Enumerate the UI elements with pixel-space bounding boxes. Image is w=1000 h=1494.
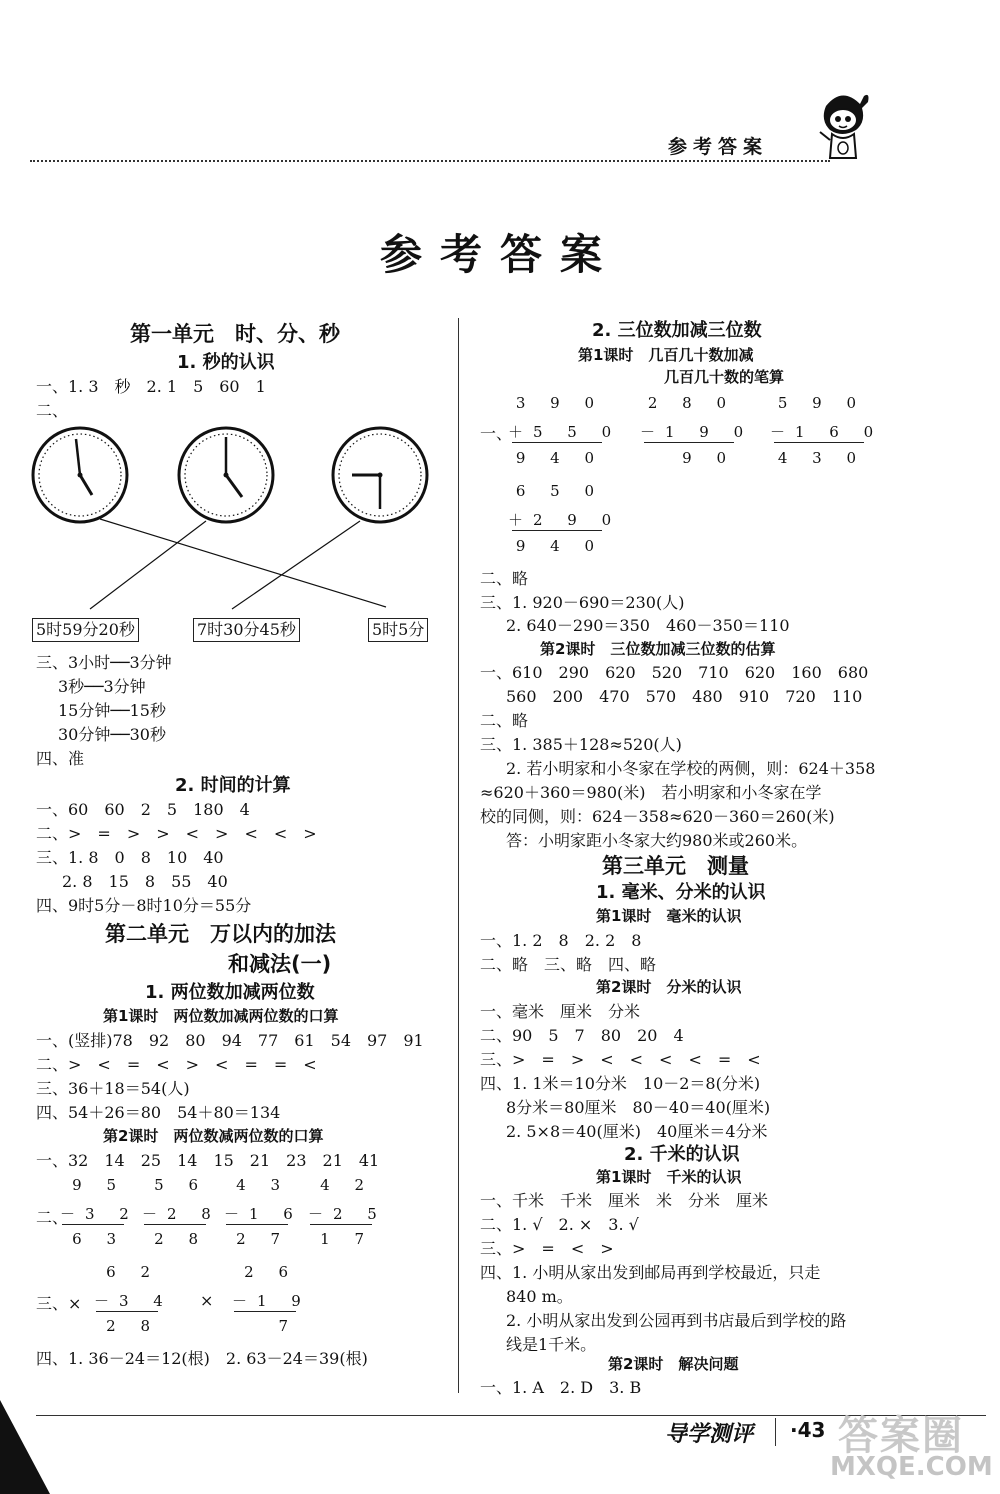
- clock-matching-diagram: [28, 425, 448, 625]
- calc-bar: [62, 1224, 124, 1225]
- answer-line: 四、1. 小明从家出发到邮局再到学校最近，只走: [480, 1263, 821, 1282]
- answer-prefix: 三、×: [36, 1294, 82, 1313]
- answer-line: 8分米＝80厘米 80－40＝40(厘米): [506, 1098, 771, 1117]
- column-divider: [458, 318, 459, 1393]
- calc-bar: [512, 442, 602, 443]
- section-title: 1. 秒的认识: [177, 352, 275, 373]
- answer-line: 四、1. 36－24＝12(根) 2. 63－24＝39(根): [36, 1349, 368, 1368]
- lesson-title: 第1课时 千米的认识: [596, 1168, 742, 1186]
- calc-bar: [144, 1224, 206, 1225]
- answer-line: 2. 小明从家出发到公园再到书店最后到学校的路: [506, 1311, 847, 1330]
- answer-line: 三、1. 8 0 8 10 40: [36, 848, 224, 867]
- answer-line: 三、36＋18＝54(人): [36, 1079, 190, 1098]
- calc-top: 4 3: [236, 1176, 290, 1194]
- calc-top: 3 9 0: [515, 394, 604, 412]
- lesson-title-cont: 几百几十数的笔算: [664, 368, 785, 386]
- calc-bar: [512, 530, 602, 531]
- answer-line: 四、54＋26＝80 54＋80＝134: [36, 1103, 281, 1122]
- calc-top: 9 5: [72, 1176, 126, 1194]
- calc-result: 2 7: [236, 1230, 290, 1248]
- lesson-title: 第2课时 三位数加减三位数的估算: [540, 640, 776, 658]
- footer-separator: [775, 1418, 776, 1446]
- lesson-title: 第1课时 毫米的认识: [596, 907, 742, 925]
- answer-line: 线是1千米。: [506, 1335, 597, 1354]
- clock-icon: [333, 428, 427, 522]
- calc-operand: －1 6: [224, 1205, 303, 1223]
- calc-result: 9 4 0: [515, 537, 604, 555]
- answer-line: 二、略: [480, 711, 529, 730]
- answer-line: 三、1. 385＋128≈520(人): [480, 735, 682, 754]
- calc-operand: －2 5: [308, 1205, 387, 1223]
- answer-line: 二、略 三、略 四、略: [480, 955, 657, 974]
- calc-result: 2 8: [106, 1317, 160, 1335]
- answer-line: 840 m。: [506, 1287, 573, 1306]
- calc-top: 6 5 0: [515, 482, 604, 500]
- calc-result: 4 3 0: [777, 449, 866, 467]
- answer-line: 一、1. 2 8 2. 2 8: [480, 931, 642, 950]
- answer-line: 一、60 60 2 5 180 4: [36, 800, 250, 819]
- calc-operand: ＋2 9 0: [508, 511, 622, 529]
- unit1-title: 第一单元 时、分、秒: [130, 322, 340, 346]
- footer-brand: 导学测评: [665, 1422, 754, 1447]
- calc-top: 5 9 0: [777, 394, 866, 412]
- calc-bar: [96, 1311, 158, 1312]
- calc-bar: [774, 442, 864, 443]
- answer-line: 校的同侧，则：624－358≈620－360＝260(米): [480, 807, 835, 826]
- answer-line: 三、> = > < < < < = <: [480, 1050, 761, 1069]
- answer-line: 一、毫米 厘米 分米: [480, 1002, 641, 1021]
- section-title: 2. 三位数加减三位数: [592, 320, 762, 341]
- section-title: 1. 毫米、分米的认识: [596, 882, 766, 903]
- unit3-title: 第三单元 测量: [602, 854, 749, 878]
- calc-bar: [644, 442, 734, 443]
- answer-line: 3秒──3分钟: [58, 677, 146, 696]
- calc-result: 9 0: [682, 449, 736, 467]
- page-title: 参考答案: [379, 230, 620, 279]
- calc-bar: [226, 1224, 288, 1225]
- answer-line: 一、千米 千米 厘米 米 分米 厘米: [480, 1191, 769, 1210]
- answer-line: 15分钟──15秒: [58, 701, 166, 720]
- time-box: 5时59分20秒: [32, 618, 139, 642]
- answer-line: 一、1. A 2. D 3. B: [480, 1378, 642, 1397]
- answer-line: 三、1. 920－690＝230(人): [480, 593, 685, 612]
- calc-bar: [310, 1224, 372, 1225]
- header-rule: [30, 160, 830, 162]
- unit2-title: 第二单元 万以内的加法: [105, 922, 336, 946]
- header-label: 参考答案: [668, 136, 769, 158]
- clock-icon: [33, 428, 127, 522]
- calc-top: 2 6: [244, 1263, 298, 1281]
- answer-line: 一、610 290 620 520 710 620 160 680: [480, 663, 869, 682]
- calc-top: 4 2: [320, 1176, 374, 1194]
- answer-line: 二、90 5 7 80 20 4: [480, 1026, 684, 1045]
- answer-mark: ×: [200, 1291, 214, 1310]
- answer-line: 560 200 470 570 480 910 720 110: [506, 687, 863, 706]
- calc-result: 6 3: [72, 1230, 126, 1248]
- answer-prefix: 二、: [36, 1208, 69, 1227]
- calc-result: 1 7: [320, 1230, 374, 1248]
- answer-line: 二、: [36, 401, 69, 420]
- section-title: 1. 两位数加减两位数: [145, 982, 315, 1003]
- answer-line: 四、准: [36, 749, 85, 768]
- watermark: 答案圈: [838, 1413, 964, 1459]
- lesson-title: 第1课时 几百几十数加减: [578, 346, 754, 364]
- lesson-title: 第2课时 分米的认识: [596, 978, 742, 996]
- time-box: 5时5分: [368, 618, 428, 642]
- lesson-title: 第2课时 两位数减两位数的口算: [103, 1127, 324, 1145]
- section-title: 2. 千米的认识: [624, 1144, 740, 1165]
- answer-line: 一、32 14 25 14 15 21 23 21 41: [36, 1151, 380, 1170]
- answer-line: 一、1. 3 秒 2. 1 5 60 1: [36, 377, 266, 396]
- mascot-icon: [812, 82, 872, 162]
- page-number: ·43: [790, 1418, 826, 1442]
- calc-top: 2 8 0: [647, 394, 736, 412]
- answer-prefix: 一、: [480, 424, 513, 443]
- answer-line: 二、> < = < > < = = <: [36, 1055, 317, 1074]
- calc-result: 9 4 0: [515, 449, 604, 467]
- answer-line: 四、9时5分－8时10分＝55分: [36, 896, 252, 915]
- answer-line: 四、1. 1米＝10分米 10－2＝8(分米): [480, 1074, 761, 1093]
- answer-line: 三、> = < >: [480, 1239, 614, 1258]
- answer-line: 2. 若小明家和小冬家在学校的两侧，则：624＋358: [506, 759, 876, 778]
- calc-bar: [234, 1311, 296, 1312]
- answer-line: 二、1. √ 2. × 3. √: [480, 1215, 639, 1234]
- clock-icon: [179, 428, 273, 522]
- calc-operand: －1 9: [232, 1292, 311, 1310]
- time-box: 7时30分45秒: [193, 618, 300, 642]
- answer-line: 三、3小时──3分钟: [36, 653, 172, 672]
- answer-line: 2. 8 15 8 55 40: [62, 872, 228, 891]
- calc-top: 5 6: [154, 1176, 208, 1194]
- answer-line: 2. 640－290＝350 460－350＝110: [506, 616, 790, 635]
- lesson-title: 第1课时 两位数加减两位数的口算: [103, 1007, 339, 1025]
- unit2-title-cont: 和减法(一): [228, 952, 332, 976]
- lesson-title: 第2课时 解决问题: [608, 1355, 739, 1373]
- corner-mark: [0, 1400, 50, 1494]
- answer-line: 答：小明家距小冬家大约980米或260米。: [506, 831, 808, 850]
- answer-line: 二、略: [480, 569, 529, 588]
- section-title: 2. 时间的计算: [175, 775, 291, 796]
- calc-operand: －3 2: [60, 1205, 139, 1223]
- answer-line: ≈620＋360＝980(米) 若小明家和小冬家在学: [480, 783, 822, 802]
- calc-operand: －3 4: [94, 1292, 173, 1310]
- calc-result: 7: [278, 1317, 298, 1335]
- calc-top: 6 2: [106, 1263, 160, 1281]
- calc-operand: －1 6 0: [770, 423, 884, 441]
- answer-line: 二、> = > > < > < < >: [36, 824, 317, 843]
- answer-line: 一、(竖排)78 92 80 94 77 61 54 97 91: [36, 1031, 424, 1050]
- answer-line: 2. 5×8＝40(厘米) 40厘米＝4分米: [506, 1122, 768, 1141]
- calc-result: 2 8: [154, 1230, 208, 1248]
- watermark-url: MXQE.COM: [830, 1452, 993, 1482]
- calc-operand: －1 9 0: [640, 423, 754, 441]
- answer-line: 30分钟──30秒: [58, 725, 166, 744]
- calc-operand: ＋5 5 0: [508, 423, 622, 441]
- calc-operand: －2 8: [142, 1205, 221, 1223]
